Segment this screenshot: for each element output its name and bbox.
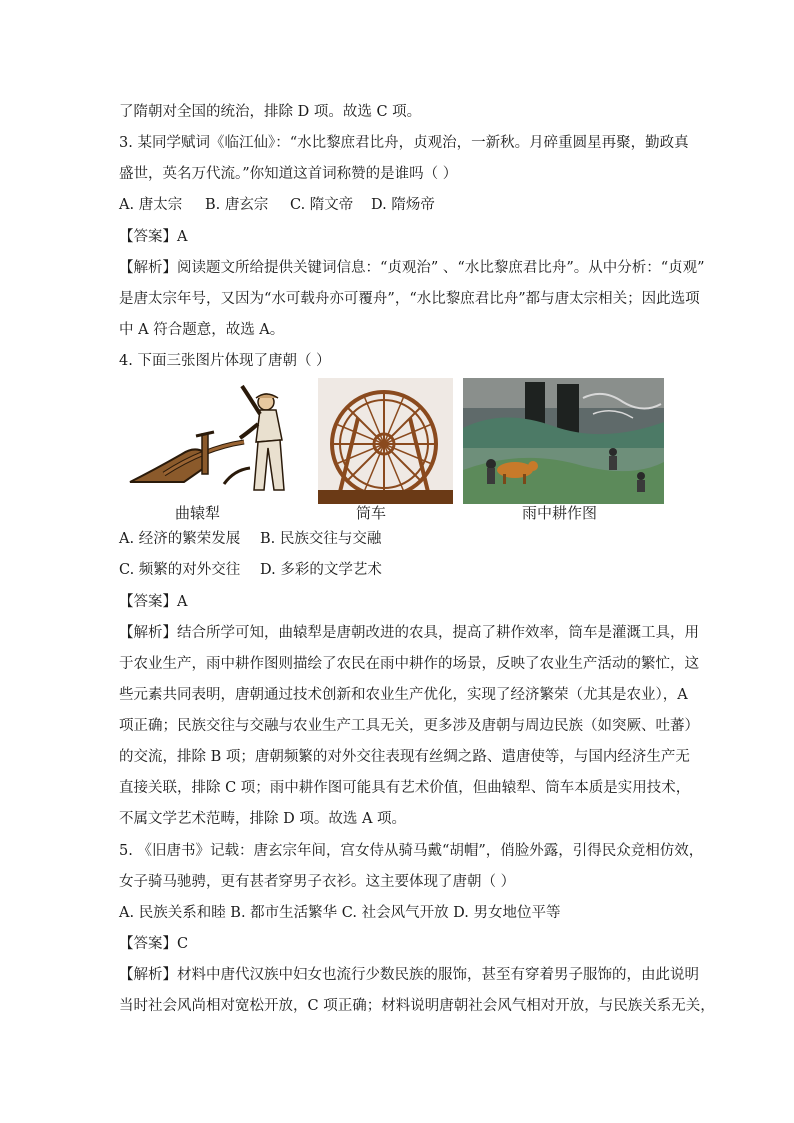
- explanation-4-line: 的交流，排除 B 项；唐朝频繁的对外交往表现有丝绸之路、遣唐使等，与国内经济生产无: [119, 749, 690, 765]
- question-3-stem: 3. 某同学赋词《临江仙》：“水比黎庶君比舟，贞观治，一新秋。月碎重圆星再聚，勤政真: [119, 135, 689, 151]
- explanation-5-line: 当时社会风尚相对宽松开放，C 项正确；材料说明唐朝社会风气相对开放，与民族关系无关，: [119, 998, 715, 1014]
- question-4-stem: 4. 下面三张图片体现了唐朝（ ）: [119, 353, 331, 369]
- explanation-4-line: 些元素共同表明，唐朝通过技术创新和农业生产优化，实现了经济繁荣（尤其是农业），A: [119, 687, 688, 703]
- question-3-stem-cont: 盛世，英名万代流。”你知道这首词称赞的是谁吗（ ）: [119, 166, 458, 182]
- explanation-5-line: 【解析】材料中唐代汉族中妇女也流行少数民族的服饰，甚至有穿着男子服饰的，由此说明: [119, 967, 699, 983]
- option-d: D. 隋炀帝: [371, 197, 435, 213]
- answer-3: 【答案】A: [119, 229, 188, 245]
- option-d: D. 多彩的文学艺术: [260, 562, 382, 578]
- option-a: A. 经济的繁荣发展: [119, 531, 241, 547]
- explanation-3-line: 是唐太宗年号，又因为“水可载舟亦可覆舟”，“水比黎庶君比舟”都与唐太宗相关；因此选项: [119, 291, 700, 307]
- answer-5: 【答案】C: [119, 936, 189, 952]
- option-c: C. 频繁的对外交往: [119, 562, 241, 578]
- mural-painting: [463, 378, 664, 504]
- explanation-4-line: 不属文学艺术范畴，排除 D 项。故选 A 项。: [119, 811, 407, 827]
- answer-4: 【答案】A: [119, 594, 188, 610]
- explanation-4-line: 【解析】结合所学可知，曲辕犁是唐朝改进的农具，提高了耕作效率，筒车是灌溉工具，用: [119, 625, 699, 641]
- explanation-3-line: 【解析】阅读题文所给提供关键词信息：“贞观治” 、“水比黎庶君比舟”。从中分析：“贞观”: [119, 260, 705, 276]
- plough-caption: 曲辕犁: [175, 504, 221, 522]
- option-c: C. 隋文帝: [290, 197, 354, 213]
- plough-illustration: [124, 378, 310, 504]
- option-b: B. 民族交往与交融: [260, 531, 382, 547]
- explanation-3-line: 中 A 符合题意，故选 A。: [119, 322, 285, 338]
- question-5-options: A. 民族关系和睦 B. 都市生活繁华 C. 社会风气开放 D. 男女地位平等: [119, 905, 561, 921]
- waterwheel-caption: 筒车: [356, 504, 387, 522]
- option-a: A. 唐太宗: [119, 197, 183, 213]
- explanation-4-line: 项正确；民族交往与交融与农业生产工具无关，更多涉及唐朝与周边民族（如突厥、吐蕃）: [119, 718, 699, 734]
- question-5-stem: 5. 《旧唐书》记载：唐玄宗年间，宫女侍从骑马戴“胡帽”，俏脸外露，引得民众竞相仿效，: [119, 843, 704, 859]
- explanation-4-line: 直接关联，排除 C 项；雨中耕作图可能具有艺术价值，但曲辕犁、筒车本质是实用技术，: [119, 780, 691, 796]
- waterwheel-photo: [318, 378, 453, 504]
- option-b: B. 唐玄宗: [205, 197, 269, 213]
- explanation-4-line: 于农业生产，雨中耕作图则描绘了农民在雨中耕作的场景，反映了农业生产活动的繁忙，这: [119, 656, 699, 672]
- text-line: 了隋朝对全国的统治，排除 D 项。故选 C 项。: [119, 104, 422, 120]
- question-5-stem-cont: 女子骑马驰骋，更有甚者穿男子衣衫。这主要体现了唐朝（ ）: [119, 874, 516, 890]
- mural-caption: 雨中耕作图: [522, 504, 598, 522]
